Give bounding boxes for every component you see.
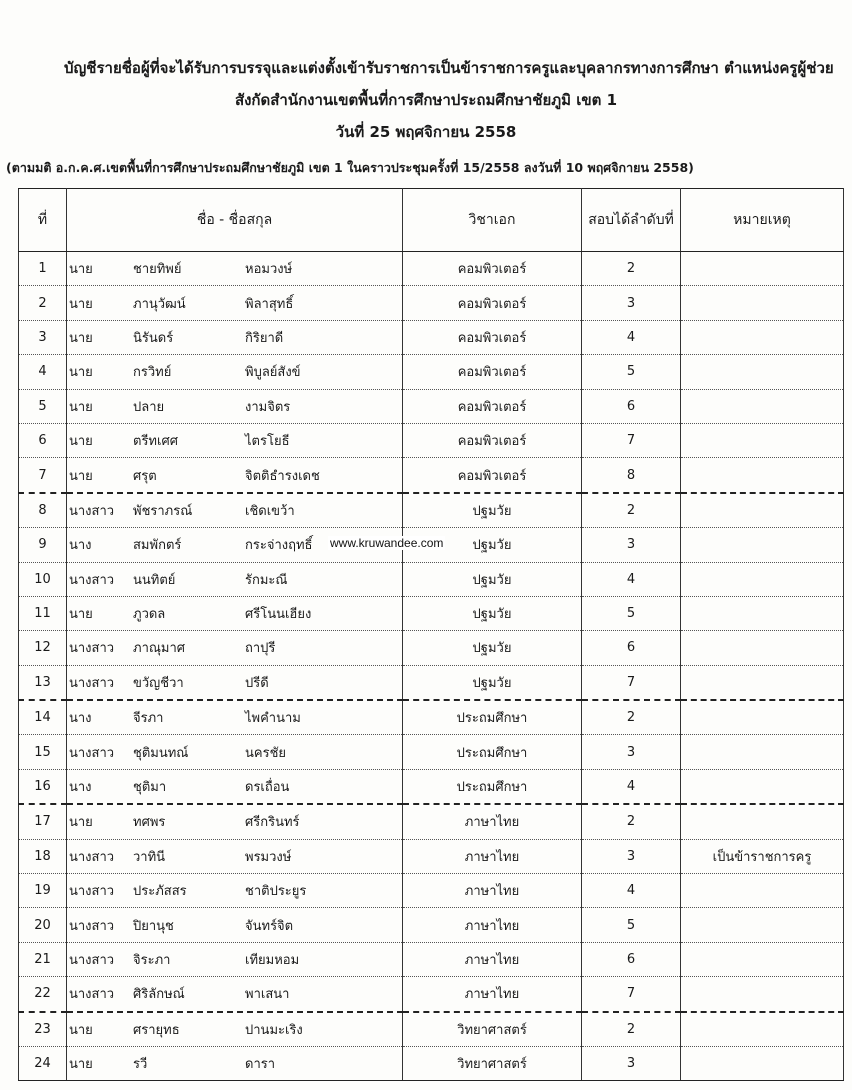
row-major: ภาษาไทย — [403, 977, 582, 1012]
row-rank: 3 — [582, 528, 681, 562]
row-fullname — [67, 389, 403, 423]
row-note — [681, 804, 844, 839]
row-note — [681, 735, 844, 769]
row-fullname — [67, 493, 403, 528]
row-note — [681, 665, 844, 700]
row-note — [681, 355, 844, 389]
row-major: ภาษาไทย — [403, 804, 582, 839]
row-number: 19 — [19, 874, 67, 908]
row-rank: 4 — [582, 320, 681, 354]
last-name: งามจิตร — [245, 399, 291, 415]
row-fullname — [67, 804, 403, 839]
table-row — [19, 735, 844, 769]
row-fullname — [67, 355, 403, 389]
name-prefix: นางสาว — [69, 918, 115, 934]
row-rank: 3 — [582, 286, 681, 320]
row-note — [681, 977, 844, 1012]
table-row — [19, 908, 844, 942]
row-rank: 2 — [582, 700, 681, 735]
row-major: คอมพิวเตอร์ — [403, 389, 582, 423]
document-date: วันที่ 25 พฤศจิกายน 2558 — [335, 123, 517, 141]
first-name: ศรายุทธ — [133, 1022, 180, 1038]
name-prefix: นาย — [69, 296, 93, 312]
row-rank: 7 — [582, 977, 681, 1012]
row-number: 11 — [19, 596, 67, 630]
table-row — [19, 631, 844, 665]
first-name: ชุติมา — [133, 780, 167, 796]
row-note — [681, 252, 844, 286]
last-name: หอมวงษ์ — [245, 262, 293, 278]
row-note — [681, 631, 844, 665]
header-note: หมายเหตุ — [681, 189, 844, 252]
row-fullname — [67, 942, 403, 976]
name-prefix: นาง — [69, 780, 92, 796]
row-note — [681, 769, 844, 804]
row-rank: 4 — [582, 874, 681, 908]
row-rank: 3 — [582, 839, 681, 873]
table-row — [19, 286, 844, 320]
row-fullname — [67, 977, 403, 1012]
row-major: คอมพิวเตอร์ — [403, 320, 582, 354]
row-fullname — [67, 735, 403, 769]
last-name: จิตติธำรงเดช — [245, 468, 320, 484]
last-name: พรมวงษ์ — [245, 849, 292, 865]
first-name: ปลาย — [133, 399, 165, 415]
row-major: ภาษาไทย — [403, 908, 582, 942]
row-major: วิทยาศาสตร์ — [403, 1046, 582, 1080]
first-name: จีรภา — [133, 711, 164, 727]
row-note — [681, 423, 844, 457]
row-note — [681, 700, 844, 735]
office-subtitle: สังกัดสำนักงานเขตพื้นที่การศึกษาประถมศึกษาชัยภูมิ เขต 1 — [234, 91, 618, 109]
row-fullname — [67, 631, 403, 665]
row-fullname — [67, 874, 403, 908]
row-major: คอมพิวเตอร์ — [403, 458, 582, 493]
row-fullname — [67, 423, 403, 457]
last-name: รักมะณี — [245, 572, 288, 588]
last-name: ไพคำนาม — [245, 711, 301, 727]
first-name: พัชราภรณ์ — [133, 503, 193, 519]
row-major: ปฐมวัย — [403, 562, 582, 596]
row-number: 22 — [19, 977, 67, 1012]
note-text: เป็นข้าราชการครู — [712, 849, 812, 865]
first-name: นนทิตย์ — [133, 572, 176, 588]
row-note — [681, 562, 844, 596]
table-row — [19, 1046, 844, 1080]
row-major: ภาษาไทย — [403, 839, 582, 873]
row-note — [681, 874, 844, 908]
row-number: 23 — [19, 1012, 67, 1047]
table-row — [19, 1012, 844, 1047]
row-fullname — [67, 286, 403, 320]
row-rank: 8 — [582, 458, 681, 493]
first-name: ปิยานุช — [133, 918, 174, 934]
first-name: ตรีทเศศ — [133, 434, 178, 450]
name-prefix: นางสาว — [69, 849, 115, 865]
first-name: ทศพร — [133, 815, 166, 831]
row-rank: 3 — [582, 1046, 681, 1080]
table-row — [19, 562, 844, 596]
name-prefix: นางสาว — [69, 953, 115, 968]
name-prefix: นาย — [69, 365, 93, 381]
last-name: ศรีกรินทร์ — [245, 815, 300, 831]
table-row — [19, 389, 844, 423]
row-major: คอมพิวเตอร์ — [403, 423, 582, 457]
name-prefix: นาย — [69, 815, 93, 831]
row-number: 10 — [19, 562, 67, 596]
row-major: ปฐมวัย — [403, 631, 582, 665]
table-row — [19, 493, 844, 528]
row-rank: 2 — [582, 252, 681, 286]
last-name: พิลาสุทธิ์ — [245, 296, 294, 312]
first-name: ศิริลักษณ์ — [133, 987, 185, 1003]
first-name: ภูวดล — [133, 607, 166, 623]
header-rank: สอบได้ลำดับที่ — [582, 189, 681, 252]
row-number: 24 — [19, 1046, 67, 1080]
last-name: เชิดเขว้า — [245, 503, 295, 519]
row-rank: 4 — [582, 769, 681, 804]
last-name: นครชัย — [245, 745, 287, 761]
first-name: สมพักตร์ — [133, 538, 182, 554]
name-prefix: นางสาว — [69, 745, 115, 761]
row-major: คอมพิวเตอร์ — [403, 355, 582, 389]
name-prefix: นาย — [69, 434, 93, 450]
row-rank: 6 — [582, 389, 681, 423]
first-name: ชายทิพย์ — [133, 262, 182, 278]
row-note — [681, 942, 844, 976]
row-rank: 2 — [582, 804, 681, 839]
resolution-reference: (ตามมติ อ.ก.ค.ศ.เขตพื้นที่การศึกษาประถมศึกษาชัยภูมิ เขต 1 ในคราวประชุมครั้งที่ 15/2558 ลงวันที่ 10 พฤศจิกายน 2558) — [6, 160, 694, 175]
table-row — [19, 769, 844, 804]
row-major: วิทยาศาสตร์ — [403, 1012, 582, 1047]
row-major: ภาษาไทย — [403, 874, 582, 908]
table-header-row — [19, 189, 844, 252]
row-number: 15 — [19, 735, 67, 769]
row-note — [681, 908, 844, 942]
row-note — [681, 286, 844, 320]
first-name: ขวัญชีวา — [133, 675, 184, 691]
last-name: กระจ่างฤทธิ์ — [245, 538, 313, 554]
row-rank: 2 — [582, 1012, 681, 1047]
row-major: ปฐมวัย — [403, 493, 582, 528]
row-fullname — [67, 596, 403, 630]
row-rank: 2 — [582, 493, 681, 528]
row-major: ปฐมวัย — [403, 596, 582, 630]
first-name: จิระภา — [133, 953, 171, 968]
name-prefix: นาย — [69, 330, 93, 346]
name-prefix: นางสาว — [69, 987, 115, 1003]
row-note — [681, 389, 844, 423]
table-row — [19, 596, 844, 630]
name-prefix: นางสาว — [69, 675, 115, 691]
table-row — [19, 458, 844, 493]
document-title: บัญชีรายชื่อผู้ที่จะได้รับการบรรจุและแต่งตั้งเข้ารับราชการเป็นข้าราชการครูและบุคลากรทางการศึกษา ตำแหน่งครูผู้ช่วย — [64, 59, 834, 77]
row-note — [681, 1012, 844, 1047]
row-number: 20 — [19, 908, 67, 942]
row-number: 5 — [19, 389, 67, 423]
name-prefix: นาย — [69, 1057, 93, 1073]
row-rank: 5 — [582, 596, 681, 630]
table-row — [19, 977, 844, 1012]
row-number: 14 — [19, 700, 67, 735]
header-name: ชื่อ - ชื่อสกุล — [67, 189, 403, 252]
row-note — [681, 596, 844, 630]
row-major: ประถมศึกษา — [403, 700, 582, 735]
row-major: คอมพิวเตอร์ — [403, 252, 582, 286]
row-fullname — [67, 700, 403, 735]
table-row — [19, 942, 844, 976]
row-number: 7 — [19, 458, 67, 493]
last-name: พาเสนา — [245, 987, 290, 1003]
row-number: 17 — [19, 804, 67, 839]
row-fullname — [67, 665, 403, 700]
row-number: 3 — [19, 320, 67, 354]
row-number: 21 — [19, 942, 67, 976]
row-note — [681, 839, 844, 873]
row-number: 9 — [19, 528, 67, 562]
table-body — [19, 252, 844, 1081]
first-name: นิรันดร์ — [133, 330, 174, 346]
row-fullname — [67, 1012, 403, 1047]
table-row — [19, 355, 844, 389]
first-name: ศรุต — [133, 468, 157, 484]
appointee-table — [18, 188, 844, 1081]
table-row — [19, 839, 844, 873]
name-prefix: นาย — [69, 607, 93, 623]
first-name: กรวิทย์ — [133, 365, 172, 381]
last-name: ศรีโนนเฮียง — [245, 607, 312, 623]
first-name: วาทินี — [133, 849, 166, 865]
header-no: ที่ — [19, 189, 67, 252]
first-name: ประภัสสร — [133, 884, 187, 900]
row-fullname — [67, 1046, 403, 1080]
last-name: ดรเถื่อน — [245, 780, 290, 796]
row-rank: 5 — [582, 355, 681, 389]
row-rank: 3 — [582, 735, 681, 769]
row-rank: 5 — [582, 908, 681, 942]
row-rank: 6 — [582, 631, 681, 665]
row-number: 12 — [19, 631, 67, 665]
name-prefix: นาย — [69, 468, 93, 484]
row-fullname — [67, 769, 403, 804]
last-name: ไตรโยธี — [245, 434, 290, 450]
name-prefix: นางสาว — [69, 884, 115, 900]
row-fullname — [67, 908, 403, 942]
table-row — [19, 320, 844, 354]
row-note — [681, 1046, 844, 1080]
row-fullname — [67, 252, 403, 286]
table-row — [19, 804, 844, 839]
first-name: ชุติมนทณ์ — [133, 745, 189, 761]
row-number: 1 — [19, 252, 67, 286]
last-name: ชาติประยูร — [245, 884, 307, 900]
name-prefix: นาย — [69, 262, 93, 278]
last-name: กิริยาดี — [245, 330, 284, 346]
row-major: ปฐมวัย — [403, 665, 582, 700]
first-name: รวี — [133, 1057, 148, 1073]
table-row — [19, 665, 844, 700]
header-major: วิชาเอก — [403, 189, 582, 252]
row-number: 8 — [19, 493, 67, 528]
row-fullname — [67, 562, 403, 596]
row-note — [681, 528, 844, 562]
website-watermark: www.kruwandee.com — [330, 536, 444, 550]
row-note — [681, 320, 844, 354]
name-prefix: นาย — [69, 1022, 93, 1038]
table-row — [19, 423, 844, 457]
row-number: 13 — [19, 665, 67, 700]
row-fullname — [67, 839, 403, 873]
row-fullname — [67, 458, 403, 493]
row-number: 2 — [19, 286, 67, 320]
first-name: ภานุวัฒน์ — [133, 296, 186, 312]
last-name: ปรีดี — [245, 675, 269, 691]
row-number: 16 — [19, 769, 67, 804]
row-number: 4 — [19, 355, 67, 389]
row-major: ปฐมวัย — [403, 528, 582, 562]
name-prefix: นาย — [69, 399, 93, 415]
row-note — [681, 493, 844, 528]
row-fullname — [67, 320, 403, 354]
last-name: ปานมะเริง — [245, 1022, 303, 1038]
last-name: พิบูลย์สังข์ — [245, 365, 301, 381]
name-prefix: นาง — [69, 711, 92, 727]
row-major: ภาษาไทย — [403, 942, 582, 976]
row-major: คอมพิวเตอร์ — [403, 286, 582, 320]
last-name: เทียมหอม — [245, 953, 300, 968]
name-prefix: นาง — [69, 538, 92, 554]
row-rank: 6 — [582, 942, 681, 976]
name-prefix: นางสาว — [69, 641, 115, 657]
row-rank: 4 — [582, 562, 681, 596]
last-name: ถาปุรี — [245, 641, 276, 657]
table-row — [19, 252, 844, 286]
last-name: จันทร์จิต — [245, 918, 294, 934]
table-row — [19, 874, 844, 908]
row-number: 6 — [19, 423, 67, 457]
row-rank: 7 — [582, 423, 681, 457]
row-number: 18 — [19, 839, 67, 873]
table-row — [19, 700, 844, 735]
row-note — [681, 458, 844, 493]
row-major: ประถมศึกษา — [403, 735, 582, 769]
row-rank: 7 — [582, 665, 681, 700]
last-name: ดารา — [245, 1057, 276, 1073]
name-prefix: นางสาว — [69, 572, 115, 588]
name-prefix: นางสาว — [69, 503, 115, 519]
row-major: ประถมศึกษา — [403, 769, 582, 804]
first-name: ภาณุมาศ — [133, 641, 186, 657]
